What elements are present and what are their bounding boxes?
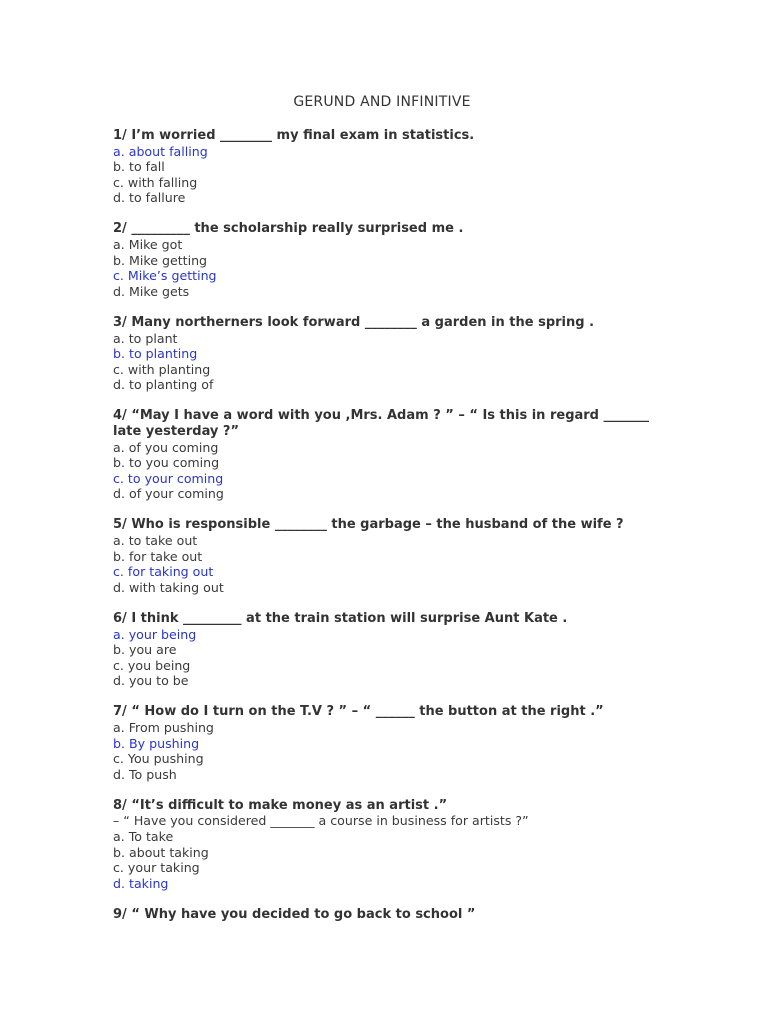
answer-option: d. of your coming [113, 486, 224, 502]
answer-option: b. Mike getting [113, 252, 208, 268]
answer-option: b. about taking [113, 844, 209, 860]
answer-option: a. To take [113, 829, 174, 845]
question-text: 3/ Many northerners look forward ________ a garden in the spring . [113, 314, 595, 330]
answer-option: c. with falling [113, 174, 198, 190]
answer-option: a. to plant [113, 330, 178, 346]
page-title: GERUND AND INFINITIVE [293, 94, 471, 110]
answer-option: a. From pushing [113, 720, 214, 735]
answer-option: d. to planting of [113, 377, 214, 393]
answer-option: c. you being [113, 657, 191, 673]
question-block [113, 611, 653, 689]
question-text: 5/ Who is responsible ________ the garbage – the husband of the wife ? [113, 517, 624, 533]
question-text: 2/ _________ the scholarship really surprised me . [113, 221, 464, 237]
answer-option-correct: d. taking [113, 875, 169, 891]
question-text: 7/ “ How do I turn on the T.V ? ” – “ ______ the button at the right .” [113, 704, 604, 720]
answer-option: b. for take out [113, 548, 203, 564]
answer-option-correct: a. about falling [113, 143, 208, 159]
answer-option: b. you are [113, 642, 177, 658]
answer-option: d. you to be [113, 673, 189, 689]
answer-option-correct: c. Mike’s getting [113, 268, 217, 284]
question-block [113, 221, 653, 299]
question-list [113, 128, 653, 938]
answer-option: c. your taking [113, 860, 200, 876]
question-block [113, 315, 653, 393]
answer-option: c. You pushing [113, 751, 204, 767]
question-block [113, 408, 653, 502]
question-block [113, 704, 653, 782]
answer-option: a. to take out [113, 533, 198, 549]
question-block [113, 128, 653, 206]
question-text: 4/ “May I have a word with you ,Mrs. Adam ? ” – “ Is this in regard _______ late yesterday ?” [113, 408, 650, 439]
answer-option-correct: b. to planting [113, 346, 198, 362]
answer-option: a. of you coming [113, 439, 219, 455]
answer-option: d. Mike gets [113, 283, 190, 299]
question-text: 9/ “ Why have you decided to go back to school ” [113, 906, 476, 922]
answer-option: a. Mike got [113, 237, 183, 253]
answer-option: d. To push [113, 766, 177, 782]
question-block [113, 517, 653, 595]
answer-option: d. with taking out [113, 579, 224, 595]
answer-option: b. to you coming [113, 455, 220, 471]
question-subtext: – “ Have you considered _______ a course in business for artists ?” [113, 813, 529, 829]
question-text: 6/ I think _________ at the train station will surprise Aunt Kate . [113, 610, 568, 626]
answer-option: d. to fallure [113, 190, 186, 206]
answer-option-correct: b. By pushing [113, 735, 200, 751]
answer-option: c. with planting [113, 361, 211, 377]
question-text: 1/ I’m worried ________ my final exam in statistics. [113, 128, 475, 143]
question-block [113, 907, 653, 923]
answer-option-correct: c. for taking out [113, 564, 214, 580]
answer-option-correct: c. to your coming [113, 470, 224, 486]
question-block [113, 798, 653, 892]
answer-option-correct: a. your being [113, 626, 197, 642]
question-text: 8/ “It’s difficult to make money as an artist .” [113, 797, 448, 813]
answer-option: b. to fall [113, 159, 165, 175]
